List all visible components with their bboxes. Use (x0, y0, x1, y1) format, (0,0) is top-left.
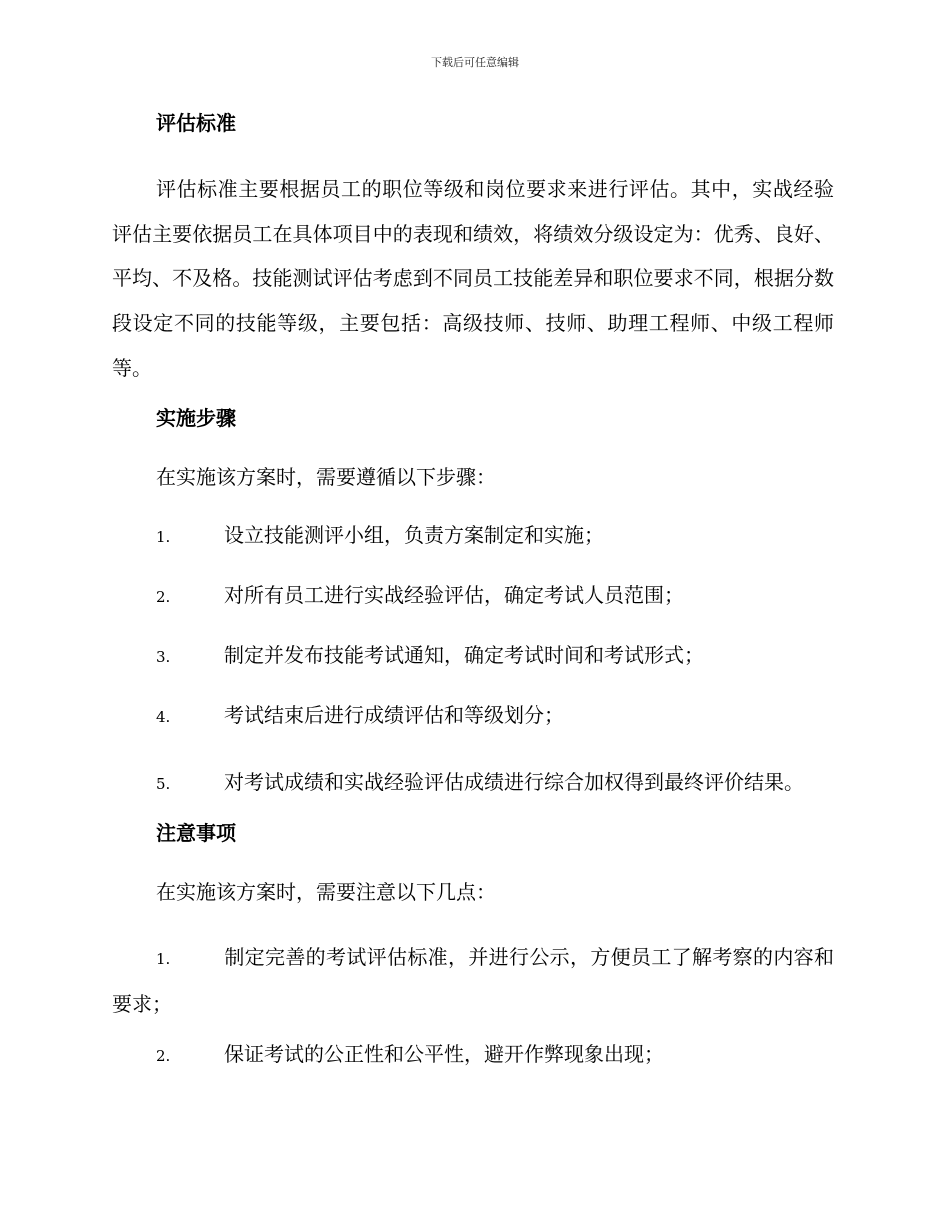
list-item (112, 935, 834, 1026)
list-item-text: 设立技能测评小组，负责方案制定和实施； (224, 522, 604, 547)
list-item (112, 640, 834, 672)
list-item-text: 对考试成绩和实战经验评估成绩进行综合加权得到最终评价结果。 (224, 769, 804, 794)
list-item (112, 700, 834, 732)
section-heading-notes: 注意事项 (156, 821, 236, 846)
list-item-number: 4. (156, 707, 171, 726)
section-heading-criteria: 评估标准 (156, 111, 236, 135)
list-item (112, 1039, 834, 1071)
list-item-text: 制定完善的考试评估标准，并进行公示，方便员工了解考察的内容和要求； (112, 945, 834, 1016)
notes-intro: 在实施该方案时，需要注意以下几点： (156, 880, 496, 905)
list-item-number: 2. (156, 587, 171, 606)
list-item-number: 3. (156, 647, 171, 666)
document-body (112, 108, 834, 1099)
steps-intro: 在实施该方案时，需要遵循以下步骤： (156, 464, 496, 489)
list-item (112, 520, 834, 552)
list-item-number: 5. (156, 774, 171, 793)
section-heading-steps: 实施步骤 (156, 405, 236, 430)
list-item-text: 对所有员工进行实战经验评估，确定考试人员范围； (224, 582, 684, 607)
list-item-text: 制定并发布技能考试通知，确定考试时间和考试形式； (224, 642, 704, 667)
list-item-number: 1. (156, 950, 171, 969)
list-item-text: 保证考试的公正性和公平性，避开作弊现象出现； (224, 1041, 664, 1066)
list-item-number: 1. (156, 527, 171, 546)
list-item-number: 2. (156, 1046, 171, 1065)
page-header: 下载后可任意编辑 (431, 56, 519, 69)
list-item (112, 760, 834, 807)
criteria-paragraph: 评估标准主要根据员工的职位等级和岗位要求来进行评估。其中，实战经验评估主要依据员工在具体项目中的表现和绩效，将绩效分级设定为：优秀、良好、平均、不及格。技能测试评估考虑到不同员工技能差异和职位要求不同，根据分数段设定不同的技能等级，主要包括：高级技师、技师、助理工程师、中级工程师等。 (112, 177, 834, 380)
list-item (112, 580, 834, 612)
list-item-text: 考试结束后进行成绩评估和等级划分； (224, 702, 564, 727)
